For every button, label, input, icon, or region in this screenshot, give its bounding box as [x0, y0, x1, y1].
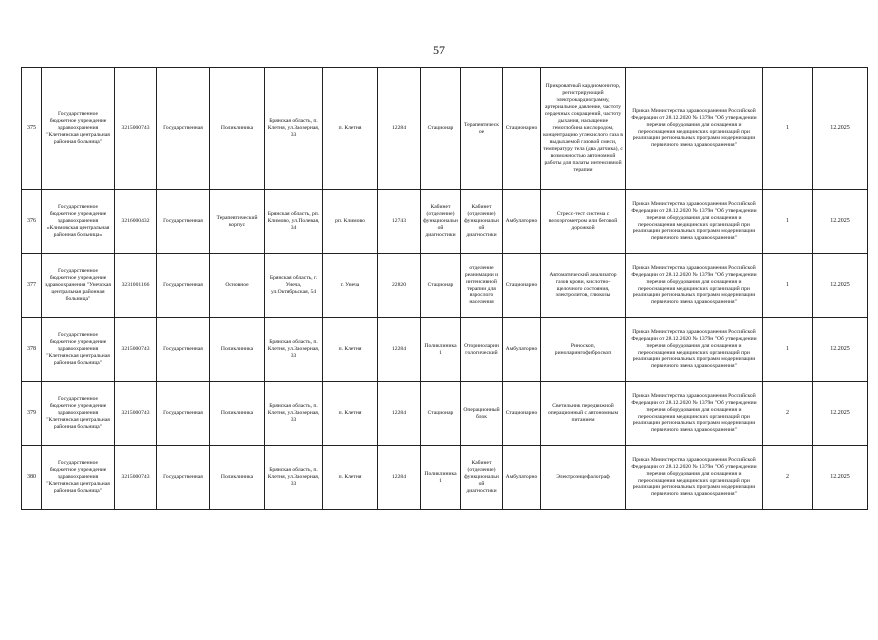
- cell-ownership-form: Государственная: [157, 382, 210, 446]
- table-row: [22, 68, 868, 190]
- cell-equipment-name: Стресс-тест система с велоэргометром или беговой дорожкой: [541, 190, 626, 254]
- cell-settlement-code: 12743: [378, 190, 421, 254]
- table-row: [22, 254, 868, 318]
- cell-settlement: п. Клетня: [323, 382, 378, 446]
- cell-regulatory-order: Приказ Министерства здравоохранения Российской Федерации от 28.12.2020 № 1379н "Об утверждении перечня оборудования для оснащения и переоснащения медицинских организаций при реализации региональных программ модернизации первичного звена здравоохранения": [626, 446, 763, 510]
- cell-ownership-form: Государственная: [157, 190, 210, 254]
- cell-care-condition: Амбулаторно: [503, 318, 541, 382]
- cell-unit-type: Поликлиника 1: [421, 446, 461, 510]
- cell-quantity: 1: [763, 190, 813, 254]
- cell-department: Терапевтическое: [461, 68, 503, 190]
- cell-row-number: 379: [22, 382, 42, 446]
- cell-building-name: Поликлиника: [210, 382, 265, 446]
- table-row: [22, 382, 868, 446]
- cell-quantity: 1: [763, 68, 813, 190]
- cell-department: отделение реанимации и интенсивной терапии для взрослого населения: [461, 254, 503, 318]
- table-row: [22, 446, 868, 510]
- cell-quantity: 1: [763, 318, 813, 382]
- cell-building-name: Поликлиника: [210, 446, 265, 510]
- cell-institution-name: Государственное бюджетное учреждение здравоохранения «Климовская центральная районная больница»: [42, 190, 115, 254]
- cell-inn-code: 3215000743: [115, 68, 157, 190]
- cell-settlement-code: 12284: [378, 318, 421, 382]
- cell-delivery-date: 12.2025: [813, 446, 868, 510]
- cell-inn-code: 3231001166: [115, 254, 157, 318]
- cell-department: Кабинет (отделение) функциональной диагностики: [461, 446, 503, 510]
- cell-quantity: 1: [763, 254, 813, 318]
- cell-address: Брянская область, п. Клетня, ул.Заозерная, 33: [265, 318, 323, 382]
- cell-care-condition: Стационарно: [503, 254, 541, 318]
- cell-inn-code: 3215000743: [115, 446, 157, 510]
- cell-regulatory-order: Приказ Министерства здравоохранения Российской Федерации от 28.12.2020 № 1379н "Об утверждении перечня оборудования для оснащения и переоснащения медицинских организаций при реализации региональных программ модернизации первичного звена здравоохранения": [626, 382, 763, 446]
- cell-unit-type: Поликлиника 1: [421, 318, 461, 382]
- equipment-registry-table: [21, 67, 868, 510]
- cell-institution-name: Государственное бюджетное учреждение здравоохранения "Унечская центральная районная больница": [42, 254, 115, 318]
- cell-department: Операционный блок: [461, 382, 503, 446]
- cell-equipment-name: Риноскоп, риноларингофиброскоп: [541, 318, 626, 382]
- cell-address: Брянская область, п. Клетня, ул.Заозерная, 33: [265, 446, 323, 510]
- cell-regulatory-order: Приказ Министерства здравоохранения Российской Федерации от 28.12.2020 № 1379н "Об утверждении перечня оборудования для оснащения и переоснащения медицинских организаций при реализации региональных программ модернизации первичного звена здравоохранения": [626, 254, 763, 318]
- cell-inn-code: 3215000743: [115, 318, 157, 382]
- cell-address: Брянская область, рп. Климово, ул.Полевая, 34: [265, 190, 323, 254]
- cell-care-condition: Стационарно: [503, 382, 541, 446]
- cell-settlement: п. Клетня: [323, 318, 378, 382]
- cell-building-name: Поликлиника: [210, 318, 265, 382]
- cell-building-name: Поликлиника: [210, 68, 265, 190]
- cell-equipment-name: Автоматический анализатор газов крови, кислотно-щелочного состояния, электролитов, глюкозы: [541, 254, 626, 318]
- cell-delivery-date: 12.2025: [813, 190, 868, 254]
- cell-unit-type: Стационар: [421, 382, 461, 446]
- cell-care-condition: Амбулаторно: [503, 446, 541, 510]
- page-number: 57: [433, 43, 445, 57]
- cell-address: Брянская область, г. Унеча, ул.Октябрьская, 54: [265, 254, 323, 318]
- cell-institution-name: Государственное бюджетное учреждение здравоохранения "Клетнянская центральная районная больница": [42, 446, 115, 510]
- cell-inn-code: 3215000743: [115, 382, 157, 446]
- cell-regulatory-order: Приказ Министерства здравоохранения Российской Федерации от 28.12.2020 № 1379н "Об утверждении перечня оборудования для оснащения и переоснащения медицинских организаций при реализации региональных программ модернизации первичного звена здравоохранения": [626, 318, 763, 382]
- cell-unit-type: Стационар: [421, 254, 461, 318]
- cell-equipment-name: Электроэнцефалограф: [541, 446, 626, 510]
- cell-row-number: 377: [22, 254, 42, 318]
- cell-delivery-date: 12.2025: [813, 68, 868, 190]
- cell-settlement-code: 12284: [378, 382, 421, 446]
- cell-row-number: 378: [22, 318, 42, 382]
- cell-settlement: рп. Климово: [323, 190, 378, 254]
- cell-settlement: п. Клетня: [323, 446, 378, 510]
- cell-address: Брянская область, п. Клетня, ул.Заозерная, 33: [265, 382, 323, 446]
- cell-equipment-name: Прикроватный кардиомонитор, регистрирующий электрокардиограмму, артериальное давление, частоту сердечных сокращений, частоту дыхания, насыщение гемоглобина кислородом, концентрацию углекислого газа в выдыхаемой газовой смеси, температуру тела (два датчика), с возможностью автономной работы для палаты интенсивной терапии: [541, 68, 626, 190]
- cell-settlement-code: 22820: [378, 254, 421, 318]
- cell-quantity: 2: [763, 382, 813, 446]
- cell-delivery-date: 12.2025: [813, 318, 868, 382]
- cell-unit-type: Кабинет (отделение) функциональной диагностики: [421, 190, 461, 254]
- cell-care-condition: Амбулаторно: [503, 190, 541, 254]
- cell-row-number: 376: [22, 190, 42, 254]
- cell-department: Кабинет (отделение) функциональной диагностики: [461, 190, 503, 254]
- cell-settlement: г. Унеча: [323, 254, 378, 318]
- cell-delivery-date: 12.2025: [813, 254, 868, 318]
- cell-address: Брянская область, п. Клетня, ул.Заозерная, 33: [265, 68, 323, 190]
- table-row: [22, 318, 868, 382]
- cell-care-condition: Стационарно: [503, 68, 541, 190]
- cell-institution-name: Государственное бюджетное учреждение здравоохранения "Клетнянская центральная районная больница": [42, 382, 115, 446]
- cell-unit-type: Стационар: [421, 68, 461, 190]
- cell-inn-code: 3216000432: [115, 190, 157, 254]
- cell-quantity: 2: [763, 446, 813, 510]
- cell-settlement: п. Клетня: [323, 68, 378, 190]
- cell-institution-name: Государственное бюджетное учреждение здравоохранения "Клетнянская центральная районная больница": [42, 68, 115, 190]
- cell-ownership-form: Государственная: [157, 254, 210, 318]
- cell-ownership-form: Государственная: [157, 68, 210, 190]
- cell-settlement-code: 12284: [378, 446, 421, 510]
- table-row: [22, 190, 868, 254]
- cell-delivery-date: 12.2025: [813, 382, 868, 446]
- cell-row-number: 380: [22, 446, 42, 510]
- cell-building-name: Основное: [210, 254, 265, 318]
- cell-equipment-name: Светильник передвижной операционный с автономным питанием: [541, 382, 626, 446]
- cell-regulatory-order: Приказ Министерства здравоохранения Российской Федерации от 28.12.2020 № 1379н "Об утверждении перечня оборудования для оснащения и переоснащения медицинских организаций при реализации региональных программ модернизации первичного звена здравоохранения": [626, 68, 763, 190]
- cell-ownership-form: Государственная: [157, 446, 210, 510]
- cell-institution-name: Государственное бюджетное учреждение здравоохранения "Клетнянская центральная районная больница": [42, 318, 115, 382]
- cell-building-name: Терапевтический корпус: [210, 190, 265, 254]
- cell-regulatory-order: Приказ Министерства здравоохранения Российской Федерации от 28.12.2020 № 1379н "Об утверждении перечня оборудования для оснащения и переоснащения медицинских организаций при реализации региональных программ модернизации первичного звена здравоохранения": [626, 190, 763, 254]
- cell-department: Оториноларингологический: [461, 318, 503, 382]
- cell-ownership-form: Государственная: [157, 318, 210, 382]
- cell-row-number: 375: [22, 68, 42, 190]
- table-body: [22, 68, 868, 510]
- cell-settlement-code: 12284: [378, 68, 421, 190]
